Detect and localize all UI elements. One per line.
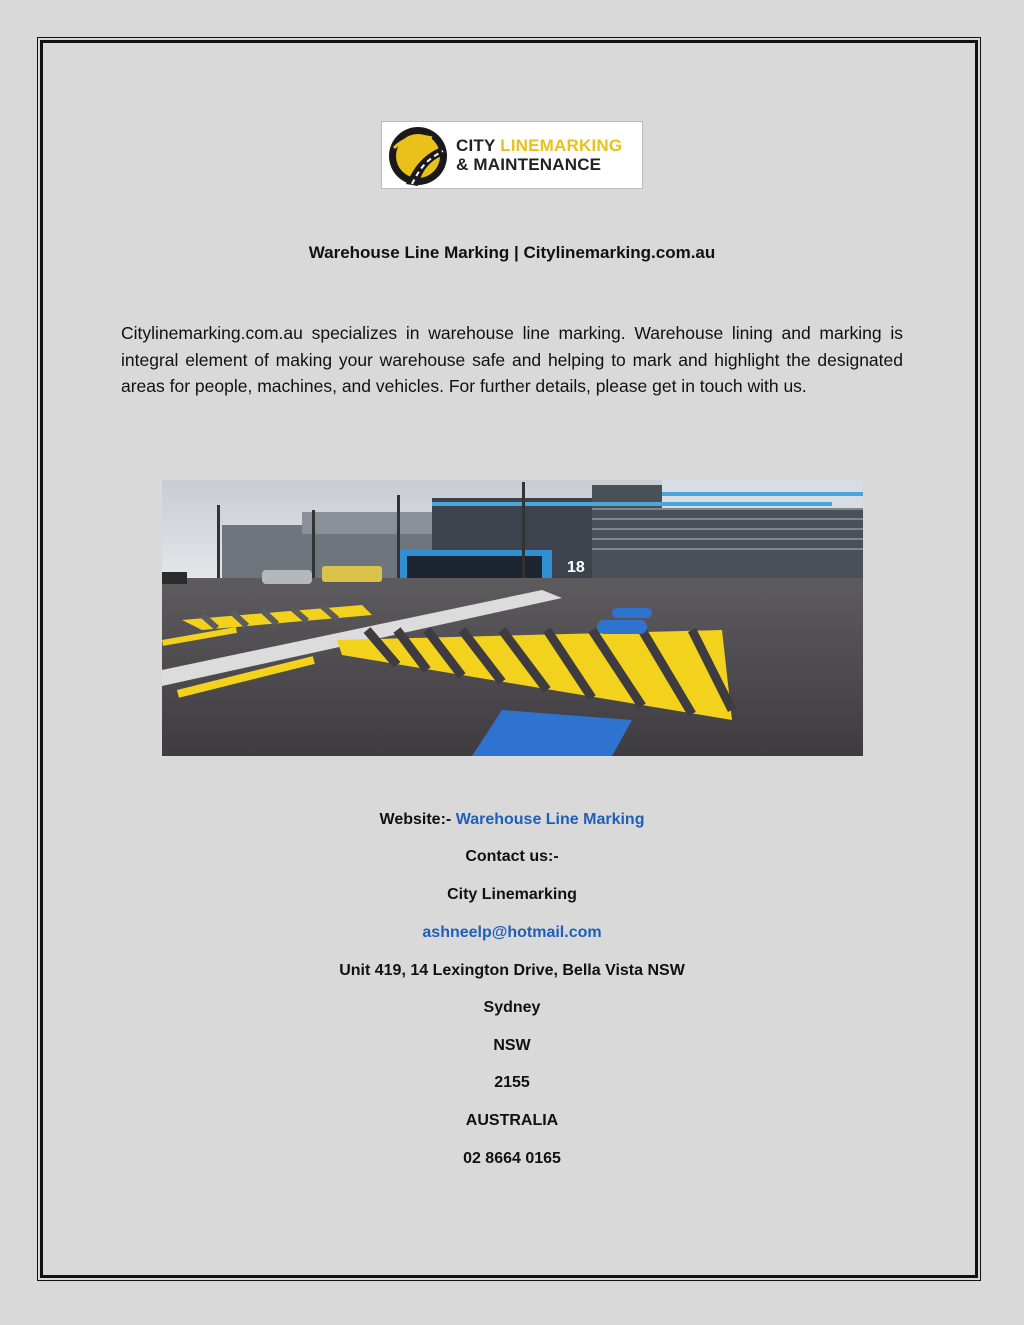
email-link[interactable]: ashneelp@hotmail.com [422,924,602,941]
logo-word-city: CITY [456,136,501,155]
website-link[interactable]: Warehouse Line Marking [455,811,645,828]
city-line: Sydney [483,999,541,1016]
description-paragraph: Citylinemarking.com.au specializes in warehouse line marking. Warehouse lining and marking is integral element of making your warehouse safe and helping to mark and highlight the designated areas for people, machines, and vehicles. For further details, please get in touch with us. [121,323,903,396]
website-line [0,811,1024,829]
logo-word-maintenance: & MAINTENANCE [456,155,602,174]
logo-word-linemarking: LINEMARKING [500,136,623,155]
road-emblem-icon [386,124,450,188]
postcode-line: 2155 [494,1074,530,1091]
state-line: NSW [493,1037,531,1054]
page-title: Warehouse Line Marking | Citylinemarking.com.au [308,243,716,262]
address-line: Unit 419, 14 Lexington Drive, Bella Vista NSW [339,962,685,979]
warehouse-photo [162,480,863,756]
country-line: AUSTRALIA [465,1112,559,1129]
building-number-text: 18 [567,559,585,576]
phone-line: 02 8664 0165 [463,1150,561,1167]
company-logo [381,121,643,189]
logo-text [456,136,642,174]
website-label: Website:- [379,811,452,828]
company-name: City Linemarking [447,886,577,903]
contact-label: Contact us:- [465,848,559,865]
warehouse-line-marking-image [162,480,863,756]
